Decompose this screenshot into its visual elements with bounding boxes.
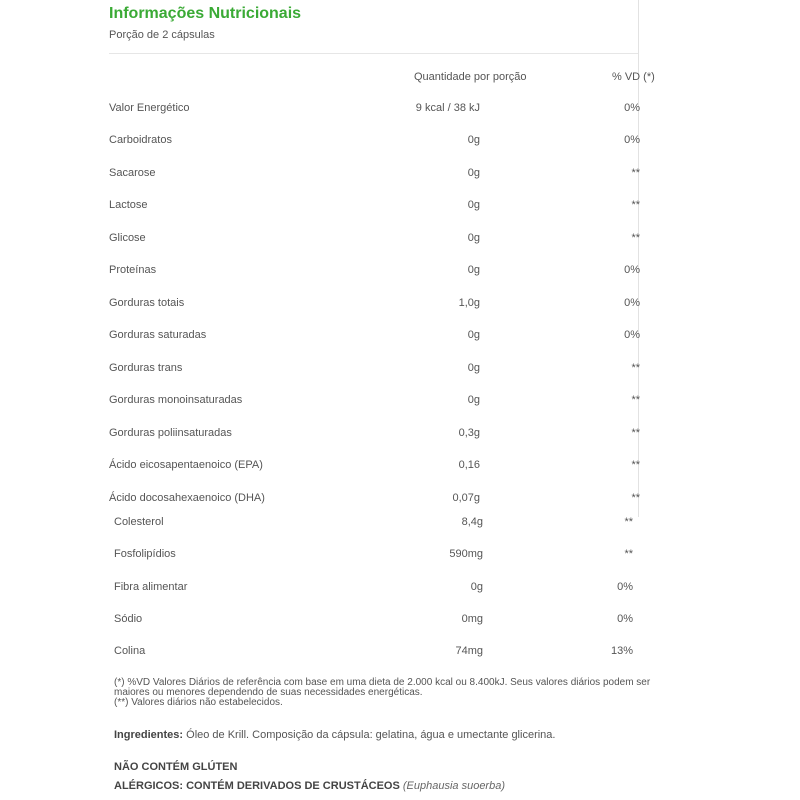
nutrient-quantity: 0g <box>467 199 480 211</box>
table-row <box>0 232 800 248</box>
table-row <box>0 613 800 629</box>
nutrient-vd: ** <box>631 199 640 211</box>
nutrient-quantity: 0g <box>467 329 480 341</box>
table-row <box>0 492 800 508</box>
nutrient-quantity: 9 kcal / 38 kJ <box>415 102 480 114</box>
nutrient-vd: 13% <box>610 645 633 657</box>
table-row <box>0 548 800 564</box>
header-divider <box>109 53 638 54</box>
allergen-notice <box>114 780 505 792</box>
table-row <box>0 167 800 183</box>
nutrient-name: Gorduras saturadas <box>109 329 207 341</box>
nutrient-vd: ** <box>624 548 633 560</box>
table-row <box>0 102 800 118</box>
nutrient-name: Lactose <box>109 199 148 211</box>
nutrient-name: Fosfolipídios <box>114 548 176 560</box>
nutrient-vd: 0% <box>624 134 640 146</box>
portion-size: Porção de 2 cápsulas <box>109 29 215 41</box>
nutrient-quantity: 0g <box>467 264 480 276</box>
nutrient-name: Gorduras totais <box>109 297 185 309</box>
allergen-label: ALÉRGICOS: CONTÉM DERIVADOS DE CRUSTÁCEOS <box>114 780 400 792</box>
nutrient-vd: ** <box>631 362 640 374</box>
nutrient-name: Glicose <box>109 232 146 244</box>
nutrient-name: Ácido docosahexaenoico (DHA) <box>109 492 265 504</box>
nutrient-quantity: 0mg <box>461 613 483 625</box>
nutrient-quantity: 0g <box>467 134 480 146</box>
table-row <box>0 581 800 597</box>
nutrient-quantity: 0g <box>467 362 480 374</box>
table-row <box>0 329 800 345</box>
ingredients-label: Ingredientes: <box>114 729 184 741</box>
nutrient-vd: ** <box>631 394 640 406</box>
nutrient-quantity: 0,07g <box>452 492 480 504</box>
gluten-notice: NÃO CONTÉM GLÚTEN <box>114 761 238 773</box>
nutrient-vd: ** <box>631 459 640 471</box>
footnote-not-established: (**) Valores diários não estabelecidos. <box>114 697 283 708</box>
nutrient-name: Ácido eicosapentaenoico (EPA) <box>109 459 263 471</box>
nutrient-name: Valor Energético <box>109 102 190 114</box>
nutrient-vd: ** <box>631 427 640 439</box>
nutrient-quantity: 0g <box>467 167 480 179</box>
table-row <box>0 264 800 280</box>
nutrient-quantity: 0g <box>470 581 483 593</box>
nutrient-name: Sódio <box>114 613 143 625</box>
nutrient-quantity: 0g <box>467 394 480 406</box>
table-row <box>0 199 800 215</box>
nutrient-quantity: 0g <box>467 232 480 244</box>
table-row <box>0 297 800 313</box>
ingredients <box>114 729 555 741</box>
nutrient-vd: 0% <box>617 581 633 593</box>
nutrient-vd: 0% <box>624 297 640 309</box>
ingredients-text: Óleo de Krill. Composição da cápsula: gelatina, água e umectante glicerina. <box>183 729 556 741</box>
nutrient-vd: 0% <box>617 613 633 625</box>
nutrient-vd: 0% <box>624 264 640 276</box>
nutrient-quantity: 0,3g <box>458 427 480 439</box>
footnote-vd-reference: (*) %VD Valores Diários de referência com base em uma dieta de 2.000 kcal ou 8.400kJ. Seus valores diários podem ser <box>114 677 651 688</box>
nutrient-vd: ** <box>631 492 640 504</box>
nutrient-vd: ** <box>624 516 633 528</box>
nutrient-quantity: 590mg <box>449 548 483 560</box>
nutrient-quantity: 74mg <box>455 645 483 657</box>
nutrient-vd: 0% <box>624 102 640 114</box>
nutrient-vd: ** <box>631 232 640 244</box>
table-row <box>0 134 800 150</box>
table-row <box>0 645 800 661</box>
table-row <box>0 516 800 532</box>
nutrient-quantity: 1,0g <box>458 297 480 309</box>
table-row <box>0 394 800 410</box>
nutrient-name: Fibra alimentar <box>114 581 188 593</box>
table-row <box>0 362 800 378</box>
table-row <box>0 459 800 475</box>
footnotes <box>114 678 674 708</box>
nutrient-vd: ** <box>631 167 640 179</box>
column-header-quantity: Quantidade por porção <box>414 71 527 83</box>
nutrient-name: Proteínas <box>109 264 157 276</box>
footnote-vd-reference-cont: maiores ou menores dependendo de suas necessidades energéticas. <box>114 687 423 698</box>
nutrient-name: Gorduras poliinsaturadas <box>109 427 232 439</box>
nutrient-vd: 0% <box>624 329 640 341</box>
page-title: Informações Nutricionais <box>109 5 302 22</box>
column-header-vd: % VD (*) <box>612 71 655 83</box>
nutrient-name: Colina <box>114 645 146 657</box>
nutrient-name: Sacarose <box>109 167 156 179</box>
nutrient-name: Gorduras trans <box>109 362 183 374</box>
allergen-species: (Euphausia suoerba) <box>402 780 505 792</box>
nutrient-quantity: 8,4g <box>461 516 483 528</box>
table-row <box>0 427 800 443</box>
nutrient-name: Colesterol <box>114 516 164 528</box>
nutrient-name: Carboidratos <box>109 134 172 146</box>
nutrient-quantity: 0,16 <box>458 459 480 471</box>
nutrient-name: Gorduras monoinsaturadas <box>109 394 243 406</box>
